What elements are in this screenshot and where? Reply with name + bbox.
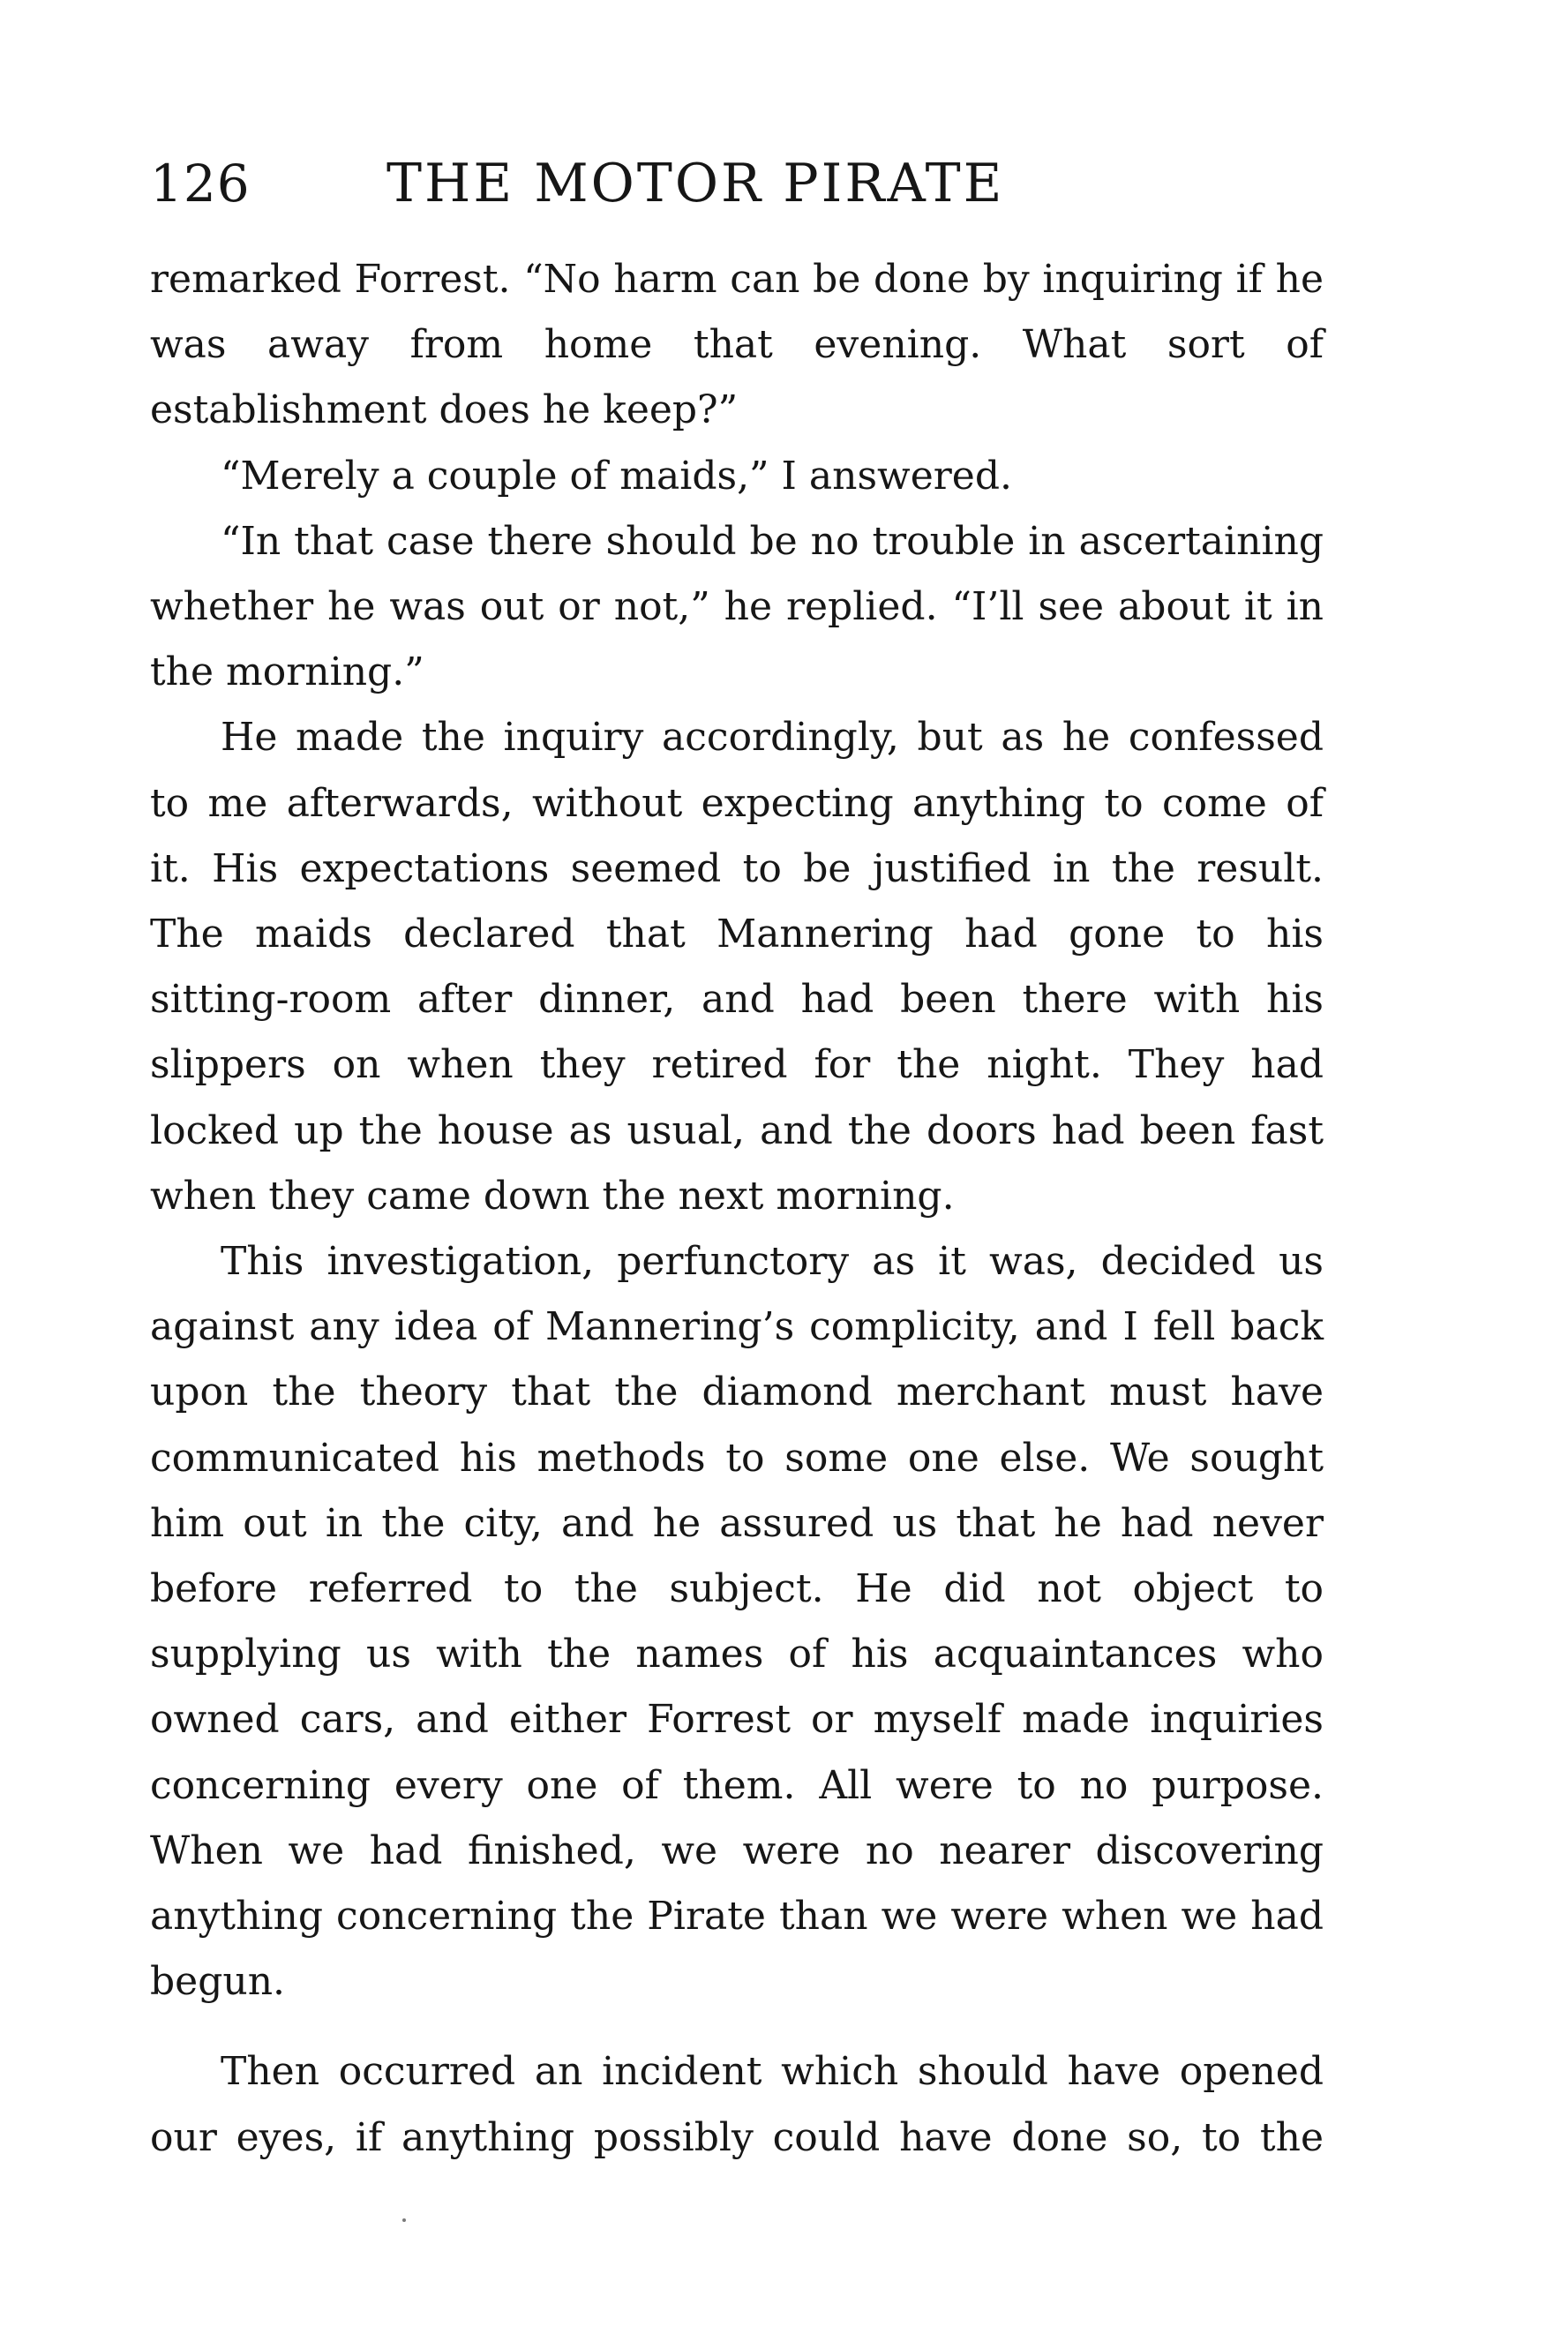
paragraph-dialogue-maids: “Merely a couple of maids,” I answered.	[221, 453, 1012, 499]
running-title: THE MOTOR PIRATE	[386, 153, 1005, 214]
paragraph-incident: Then occurred an incident which should have opened our eyes, if anything possibly could have done so, to the	[150, 2049, 1324, 2160]
paragraph-investigation: This investigation, perfunctory as it was, decided us against any idea of Mannering’s complicity, and I fell back upon the theory that the diamond merchant must have communicated his methods to some one else. We sought him out in the city, and he assured us that he had never before referred to the subject. He did not object to supplying us with the names of his acquaintances who owned cars, and either Forrest or myself made inquiries concerning every one of them. All were to no purpose. When we had finished, we were no nearer discovering anything concerning the Pirate than we were when we had begun.	[150, 1239, 1324, 2005]
paragraph-dialogue-reply: “In that case there should be no trouble in ascertaining whether he was out or not,” he replied. “I’ll see about it in the morning.”	[150, 518, 1324, 695]
running-head	[150, 148, 1315, 219]
body-text	[150, 247, 1324, 2171]
paragraph-inquiry: He made the inquiry accordingly, but as he confessed to me afterwards, without expecting anything to come of it. His expectations seemed to be justified in the result. The maids declared that Mannering had gone to his sitting-room after dinner, and had been there with his slippers on when they retired for the night. They had locked up the house as usual, and the doors had been fast when they came down the next morning.	[150, 715, 1324, 1219]
paragraph-continuation: remarked Forrest. “No harm can be done by inquiring if he was away from home that evening. What sort of establishment does he keep?”	[150, 257, 1324, 433]
print-speck	[402, 2218, 406, 2222]
page-number: 126	[150, 154, 251, 214]
